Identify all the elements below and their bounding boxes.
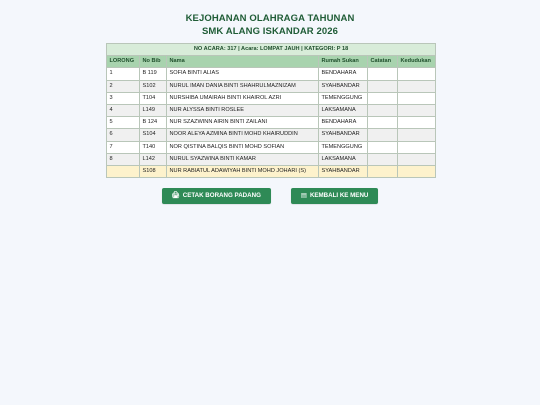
event-info: NO ACARA: 317 | Acara: LOMPAT JAUH | KATEGORI: P 18 (107, 44, 436, 56)
cell-kedudukan (398, 141, 436, 153)
menu-icon: ▤ (300, 192, 307, 199)
cell-nama: SOFIA BINTI ALIAS (167, 68, 319, 80)
table-row (107, 117, 436, 129)
cell-catatan (368, 117, 398, 129)
table-header-row (107, 56, 436, 68)
table-row (107, 92, 436, 104)
table-row (107, 129, 436, 141)
print-field-form-button[interactable] (162, 188, 271, 204)
cell-nama: NURUL IMAN DANIA BINTI SHAHRULMAZNIZAM (167, 80, 319, 92)
col-header-lorong: LORONG (107, 56, 140, 68)
cell-kedudukan (398, 153, 436, 165)
cell-bib: B 124 (140, 117, 167, 129)
cell-kedudukan (398, 117, 436, 129)
cell-bib: L149 (140, 104, 167, 116)
col-header-catatan: Catatan (368, 56, 398, 68)
cell-catatan (368, 92, 398, 104)
event-info-row (107, 44, 436, 56)
cell-lorong: 6 (107, 129, 140, 141)
cell-rumah: BENDAHARA (319, 117, 368, 129)
cell-rumah: TEMENGGUNG (319, 92, 368, 104)
cell-nama: NUR RABIATUL ADAWIYAH BINTI MOHD JOHARI (S) (167, 165, 319, 177)
cell-bib: S104 (140, 129, 167, 141)
cell-nama: NUR ALYSSA BINTI ROSLEE (167, 104, 319, 116)
cell-kedudukan (398, 129, 436, 141)
entry-table (106, 43, 436, 178)
cell-lorong: 8 (107, 153, 140, 165)
cell-bib: B 119 (140, 68, 167, 80)
cell-catatan (368, 68, 398, 80)
cell-catatan (368, 165, 398, 177)
cell-lorong (107, 165, 140, 177)
cell-rumah: TEMENGGUNG (319, 141, 368, 153)
page-title (0, 13, 540, 38)
cell-lorong: 2 (107, 80, 140, 92)
cell-rumah: SYAHBANDAR (319, 129, 368, 141)
cell-lorong: 4 (107, 104, 140, 116)
cell-catatan (368, 80, 398, 92)
cell-bib: S108 (140, 165, 167, 177)
table-row (107, 104, 436, 116)
cell-lorong: 7 (107, 141, 140, 153)
cell-bib: S102 (140, 80, 167, 92)
cell-bib: T140 (140, 141, 167, 153)
table-row (107, 141, 436, 153)
col-header-kedudukan: Kedudukan (398, 56, 436, 68)
cell-kedudukan (398, 68, 436, 80)
title-line-2: SMK ALANG ISKANDAR 2026 (201, 25, 339, 37)
cell-lorong: 3 (107, 92, 140, 104)
title-line-1: KEJOHANAN OLAHRAGA TAHUNAN (185, 13, 355, 24)
cell-nama: NOR QISTINA BALQIS BINTI MOHD SOFIAN (167, 141, 319, 153)
table-row (107, 153, 436, 165)
cell-kedudukan (398, 165, 436, 177)
cell-catatan (368, 129, 398, 141)
cell-rumah: SYAHBANDAR (319, 165, 368, 177)
cell-nama: NURUL SYAZWINA BINTI KAMAR (167, 153, 319, 165)
cell-bib: T104 (140, 92, 167, 104)
cell-rumah: LAKSAMANA (319, 104, 368, 116)
cell-rumah: BENDAHARA (319, 68, 368, 80)
action-bar (0, 188, 540, 204)
cell-kedudukan (398, 104, 436, 116)
cell-rumah: LAKSAMANA (319, 153, 368, 165)
cell-catatan (368, 104, 398, 116)
col-header-rumah: Rumah Sukan (319, 56, 368, 68)
col-header-bib: No Bib (140, 56, 167, 68)
cell-kedudukan (398, 92, 436, 104)
cell-catatan (368, 141, 398, 153)
cell-lorong: 1 (107, 68, 140, 80)
cell-nama: NOOR ALEYA AZMINA BINTI MOHD KHAIRUDDIN (167, 129, 319, 141)
cell-nama: NURSHIBA UMAIRAH BINTI KHAIROL AZRI (167, 92, 319, 104)
cell-bib: L142 (140, 153, 167, 165)
reserve-row (107, 165, 436, 177)
cell-kedudukan (398, 80, 436, 92)
cell-lorong: 5 (107, 117, 140, 129)
printer-icon: 🖨 (171, 192, 180, 199)
back-button-label: KEMBALI KE MENU (309, 192, 369, 199)
back-to-menu-button[interactable] (291, 188, 378, 204)
col-header-nama: Nama (167, 56, 319, 68)
cell-nama: NUR SZAZWINN AIRIN BINTI ZAILANI (167, 117, 319, 129)
table-row (107, 80, 436, 92)
cell-rumah: SYAHBANDAR (319, 80, 368, 92)
print-button-label: CETAK BORANG PADANG (182, 192, 261, 199)
table-row (107, 68, 436, 80)
cell-catatan (368, 153, 398, 165)
